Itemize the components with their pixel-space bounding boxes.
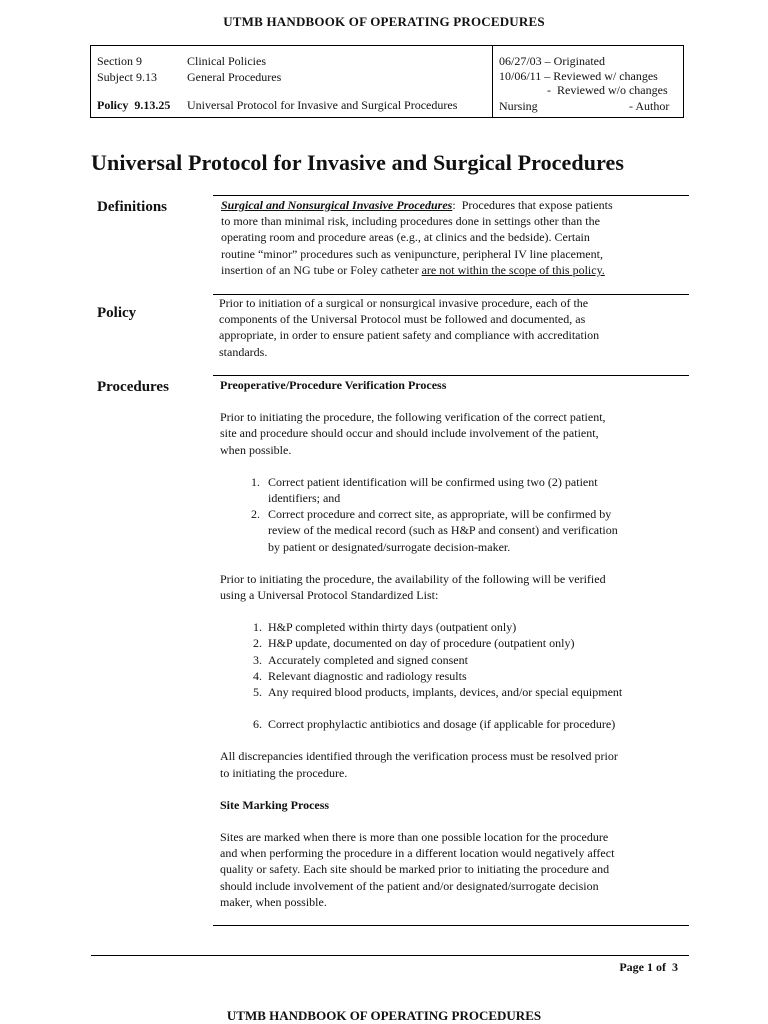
para4-line5: maker, when possible. <box>220 894 327 909</box>
list-item: 2. H&P update, documented on day of procedure (outpatient only) <box>253 636 575 651</box>
policy-line4: standards. <box>219 344 268 359</box>
list-item: 1. Correct patient identification will be confirmed using two (2) patient identifiers; and <box>251 474 598 506</box>
list-item: 4. Relevant diagnostic and radiology results <box>253 668 467 683</box>
para4-line1: Sites are marked when there is more than one possible location for the procedure <box>220 830 609 845</box>
policy-line3: appropriate, in order to ensure patient safety and compliance with accreditation <box>219 328 600 343</box>
list-item: 6. Correct prophylactic antibiotics and dosage (if applicable for procedure) <box>253 717 616 732</box>
document-title: Universal Protocol for Invasive and Surgical Procedures <box>91 150 625 175</box>
procedures-rule <box>213 375 689 376</box>
para4-line4: should include involvement of the patient and/or designated/surrogate decision <box>220 878 599 893</box>
meta-subject-key: Subject 9.13 <box>97 70 157 84</box>
list-item: 3. Accurately completed and signed consent <box>253 652 468 667</box>
definitions-line3: operating room and procedure areas (e.g., at clinics and the bedside). Certain <box>221 230 590 245</box>
para4-line2: and when performing the procedure in a different location would negatively affect <box>220 846 615 861</box>
meta-left-cell <box>91 46 493 117</box>
para1-line3: when possible. <box>220 442 292 457</box>
meta-section-value: Clinical Policies <box>187 54 266 68</box>
procedures-text <box>220 377 680 910</box>
para3-line1: All discrepancies identified through the verification process must be resolved prior <box>220 749 618 764</box>
para3-line2: to initiating the procedure. <box>220 765 348 780</box>
policy-text <box>219 295 679 360</box>
meta-originated: 06/27/03 – Originated <box>499 54 605 68</box>
definitions-line1-rest: : Procedures that expose patients <box>452 198 613 212</box>
policy-line1: Prior to initiation of a surgical or nonsurgical invasive procedure, each of the <box>219 296 589 310</box>
definitions-term: Surgical and Nonsurgical Invasive Procedures <box>221 198 453 212</box>
definitions-line4: routine “minor” procedures such as venipuncture, peripheral IV line placement, <box>221 246 603 261</box>
definitions-rule <box>213 195 689 196</box>
meta-reviewed-changes: 10/06/11 – Reviewed w/ changes <box>499 69 658 83</box>
verification-heading: Preoperative/Procedure Verification Process <box>220 378 447 392</box>
page-footer: UTMB HANDBOOK OF OPERATING PROCEDURES <box>226 1008 542 1023</box>
procedures-end-rule <box>213 925 689 926</box>
list-item: 5. Any required blood products, implants, devices, and/or special equipment <box>253 685 623 700</box>
definitions-label: Definitions <box>97 199 168 215</box>
standardized-list <box>220 619 680 732</box>
list-item: 2. Correct procedure and correct site, as appropriate, will be confirmed by review of the medical record (such as H&P and consent) and verification by patient or designated/surrogate decision-maker. <box>251 507 618 554</box>
para2-line1: Prior to initiating the procedure, the availability of the following will be verified <box>220 571 606 586</box>
page-number: Page 1 of 3 <box>619 960 678 974</box>
policy-line2: components of the Universal Protocol must be followed and documented, as <box>219 312 586 327</box>
site-marking-heading: Site Marking Process <box>220 797 330 812</box>
meta-policy-row <box>97 98 457 113</box>
meta-author-dept: Nursing <box>499 99 538 113</box>
procedures-label: Procedures <box>97 379 169 395</box>
meta-policy-value: Universal Protocol for Invasive and Surgical Procedures <box>187 98 458 112</box>
definitions-text <box>221 197 681 278</box>
meta-policy-key: Policy 9.13.25 <box>97 98 171 112</box>
para2-line2: using a Universal Protocol Standardized List: <box>220 588 439 603</box>
page-header: UTMB HANDBOOK OF OPERATING PROCEDURES <box>223 14 545 29</box>
definitions-scope-note: are not within the scope of this policy. <box>421 262 605 277</box>
para1-line2: site and procedure should occur and should include involvement of the patient, <box>220 426 599 441</box>
para1-line1: Prior to initiating the procedure, the following verification of the correct patient, <box>220 410 606 425</box>
meta-subject-value: General Procedures <box>187 70 282 84</box>
meta-section-key: Section 9 <box>97 54 142 68</box>
footer-divider <box>91 955 689 956</box>
definitions-line5-a: insertion of an NG tube or Foley catheter <box>221 262 422 277</box>
meta-subject-row <box>97 70 281 85</box>
meta-reviewed-no-changes: - Reviewed w/o changes <box>547 83 668 97</box>
list-item: 1. H&P completed within thirty days (outpatient only) <box>253 620 517 635</box>
meta-author-label: - Author <box>629 99 670 113</box>
verification-list <box>220 474 680 555</box>
policy-meta-table <box>90 45 684 118</box>
meta-section-row <box>97 54 266 69</box>
definitions-line2: to more than minimal risk, including procedures done in settings other than the <box>221 214 600 229</box>
policy-label: Policy <box>97 305 137 321</box>
para4-line3: quality or safety. Each site should be marked prior to initiating the procedure and <box>220 862 610 877</box>
